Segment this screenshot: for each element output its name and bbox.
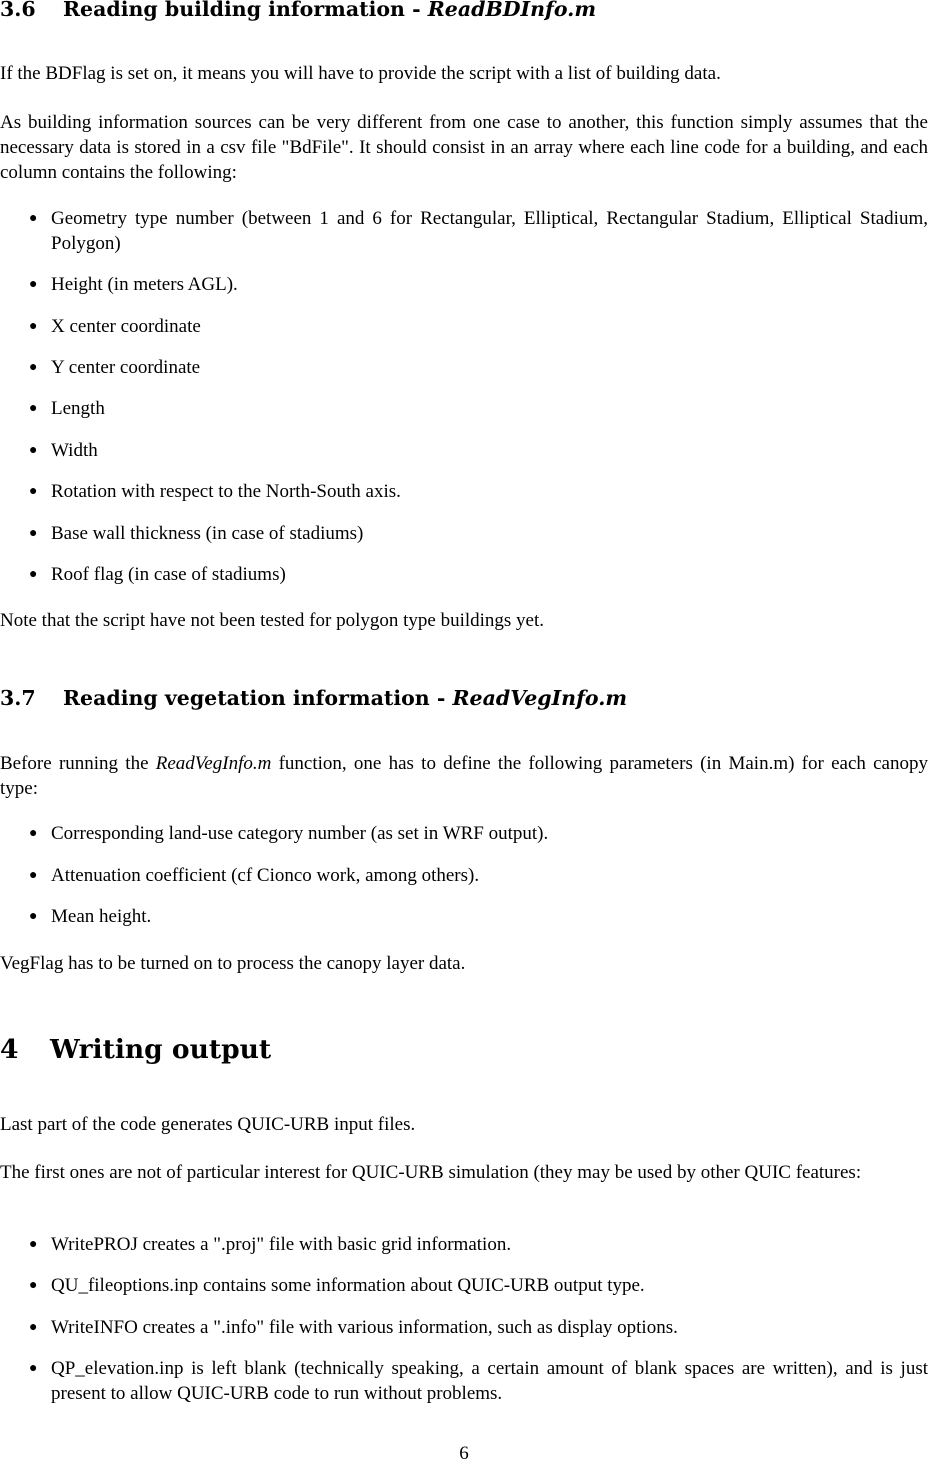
paragraph: As building information sources can be very different from one case to another, this function simply assumes that the necessary data is stored in a csv file "BdFile". It should consist in an array where each line code for a building, and each column contains the following:: [0, 112, 928, 183]
bullet-icon: ●: [29, 826, 38, 841]
section-4-heading: [0, 1034, 271, 1065]
list-item: ● QP_elevation.inp is left blank (technically speaking, a certain amount of blank spaces are written), and is just present to allow QUIC-URB code to run without problems.: [29, 1358, 928, 1404]
section-3-6-heading: [0, 0, 596, 21]
list-item: ● Y center coordinate: [29, 357, 201, 378]
list-item: ● Width: [29, 440, 98, 461]
list-item: ● WriteINFO creates a ".info" file with various information, such as display options.: [29, 1317, 678, 1338]
bullet-icon: ●: [29, 401, 38, 416]
page-number: 6: [459, 1443, 469, 1464]
list-item: ● Geometry type number (between 1 and 6 for Rectangular, Elliptical, Rectangular Stadium, Elliptical Stadium, Polygon): [29, 208, 928, 254]
list-item: ● Base wall thickness (in case of stadiums): [29, 523, 364, 544]
paragraph: Note that the script have not been tested for polygon type buildings yet.: [0, 610, 545, 631]
bullet-icon: ●: [29, 1237, 38, 1252]
list-item: ● Rotation with respect to the North-South axis.: [29, 481, 401, 502]
list-item: ● Corresponding land-use category number (as set in WRF output).: [29, 823, 549, 844]
bullet-icon: ●: [29, 1361, 38, 1376]
list-item: ● Mean height.: [29, 906, 152, 927]
bullet-icon: ●: [29, 484, 38, 499]
bullet-icon: ●: [29, 567, 38, 582]
section-function-name: ReadBDInfo.m: [427, 0, 597, 21]
section-number: 3.7: [0, 686, 36, 710]
list-item: ● WritePROJ creates a ".proj" file with basic grid information.: [29, 1234, 512, 1255]
section-title: Reading vegetation information -: [63, 686, 453, 710]
list-item: ● Length: [29, 398, 105, 419]
bullet-icon: ●: [29, 443, 38, 458]
bullet-icon: ●: [29, 211, 38, 226]
paragraph: The first ones are not of particular interest for QUIC-URB simulation (they may be used by other QUIC features:: [0, 1162, 862, 1183]
bullet-icon: ●: [29, 1320, 38, 1335]
bullet-icon: ●: [29, 868, 38, 883]
section-title: Reading building information -: [63, 0, 428, 21]
section-function-name: ReadVegInfo.m: [452, 686, 628, 710]
list-item: ● X center coordinate: [29, 316, 201, 337]
bullet-icon: ●: [29, 360, 38, 375]
bullet-icon: ●: [29, 319, 38, 334]
list-item: ● Roof flag (in case of stadiums): [29, 564, 286, 585]
section-title: Writing output: [50, 1034, 272, 1065]
list-item: ● Attenuation coefficient (cf Cionco work, among others).: [29, 865, 480, 886]
list-item: ● QU_fileoptions.inp contains some information about QUIC-URB output type.: [29, 1275, 645, 1296]
section-3-7-heading: [0, 686, 627, 710]
paragraph: If the BDFlag is set on, it means you will have to provide the script with a list of building data.: [0, 63, 721, 84]
bullet-icon: ●: [29, 909, 38, 924]
paragraph: Last part of the code generates QUIC-URB input files.: [0, 1114, 416, 1135]
paragraph: VegFlag has to be turned on to process the canopy layer data.: [0, 953, 466, 974]
function-name: ReadVegInfo.m: [155, 753, 272, 774]
list-item: ● Height (in meters AGL).: [29, 274, 238, 295]
paragraph: Before running the ReadVegInfo.m function, one has to define the following parameters (in Main.m) for each canopy type:: [0, 753, 928, 799]
bullet-icon: ●: [29, 277, 38, 292]
section-number: 4: [0, 1034, 19, 1065]
section-number: 3.6: [0, 0, 36, 21]
bullet-icon: ●: [29, 1278, 38, 1293]
bullet-icon: ●: [29, 526, 38, 541]
